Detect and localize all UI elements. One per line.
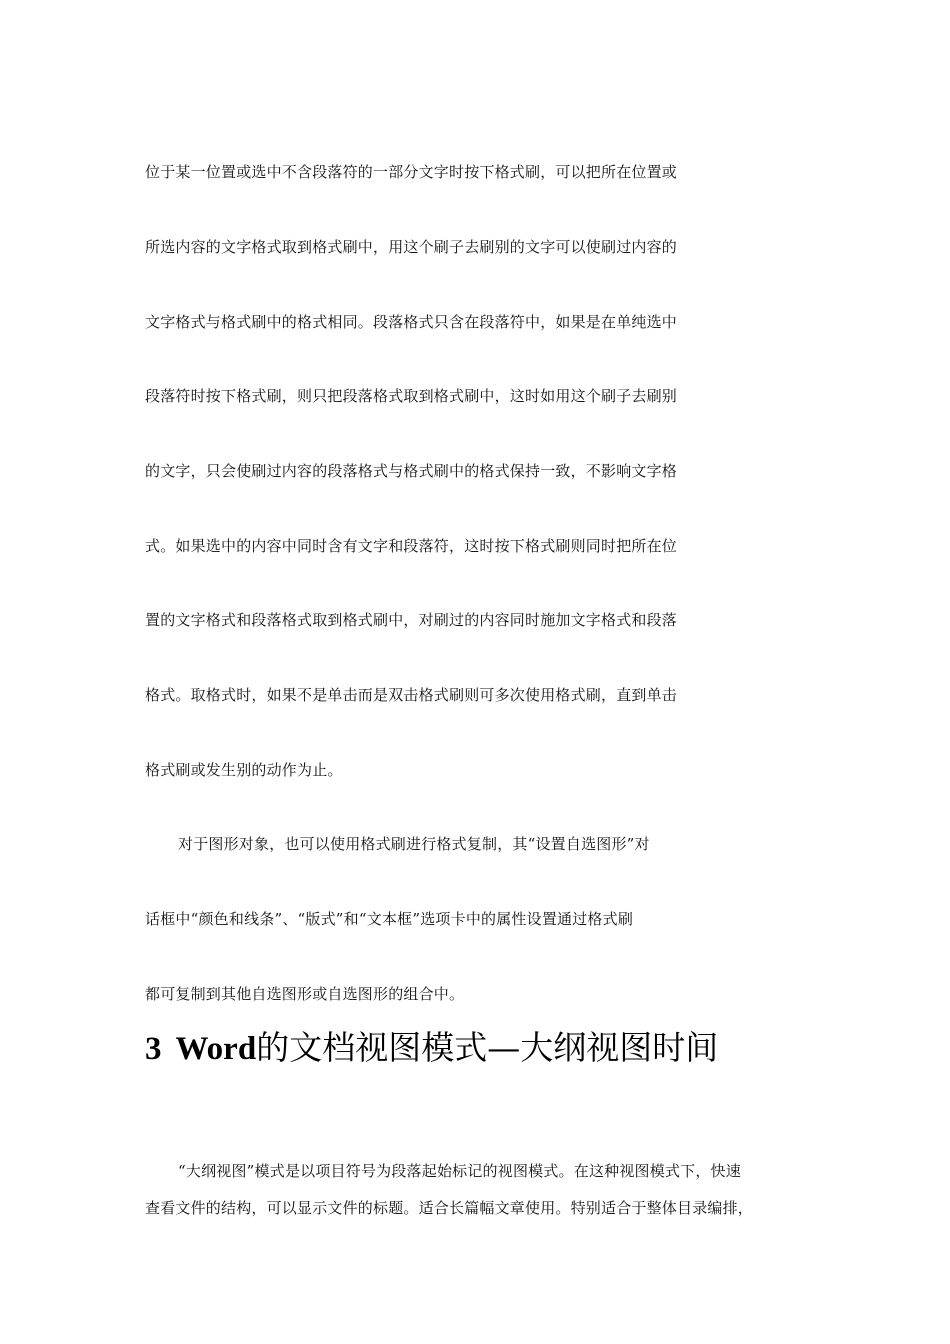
- paragraph-1-line-6: 式。如果选中的内容中同时含有文字和段落符，这时按下格式刷则同时把所在位: [145, 537, 678, 555]
- section-heading: [145, 1024, 718, 1073]
- paragraph-1-line-3: 文字格式与格式刷中的格式相同。段落格式只含在段落符中，如果是在单纯选中: [145, 313, 678, 331]
- paragraph-1-line-8: 格式。取格式时，如果不是单击而是双击格式刷则可多次使用格式刷，直到单击: [145, 686, 678, 704]
- paragraph-2-line-2: 话框中“颜色和线条”、“版式”和“文本框”选项卡中的属性设置通过格式刷: [145, 910, 634, 928]
- paragraph-1-line-5: 的文字，只会使刷过内容的段落格式与格式刷中的格式保持一致，不影响文字格: [145, 462, 678, 480]
- paragraph-2-line-3: 都可复制到其他自选图形或自选图形的组合中。: [145, 985, 465, 1003]
- heading-text: 的文档视图模式—大纲视图时间: [256, 1028, 719, 1067]
- paragraph-3-line-1: “大纲视图”模式是以项目符号为段落起始标记的视图模式。在这种视图模式下，快速: [178, 1162, 741, 1180]
- paragraph-2-line-1: 对于图形对象，也可以使用格式刷进行格式复制，其“设置自选图形”对: [178, 835, 650, 853]
- paragraph-3-line-2: 查看文件的结构，可以显示文件的标题。适合长篇幅文章使用。特别适合于整体目录编排，: [145, 1199, 754, 1217]
- paragraph-1-line-9: 格式刷或发生别的动作为止。: [145, 761, 343, 779]
- paragraph-1-line-2: 所选内容的文字格式取到格式刷中，用这个刷子去刷别的文字可以使刷过内容的: [145, 238, 678, 256]
- paragraph-1-line-7: 置的文字格式和段落格式取到格式刷中，对刷过的内容同时施加文字格式和段落: [145, 611, 678, 629]
- paragraph-1-line-1: 位于某一位置或选中不含段落符的一部分文字时按下格式刷，可以把所在位置或: [145, 163, 678, 181]
- heading-word: Word: [175, 1031, 257, 1067]
- paragraph-1-line-4: 段落符时按下格式刷，则只把段落格式取到格式刷中，这时如用这个刷子去刷别: [145, 387, 678, 405]
- heading-number: 3: [145, 1031, 162, 1067]
